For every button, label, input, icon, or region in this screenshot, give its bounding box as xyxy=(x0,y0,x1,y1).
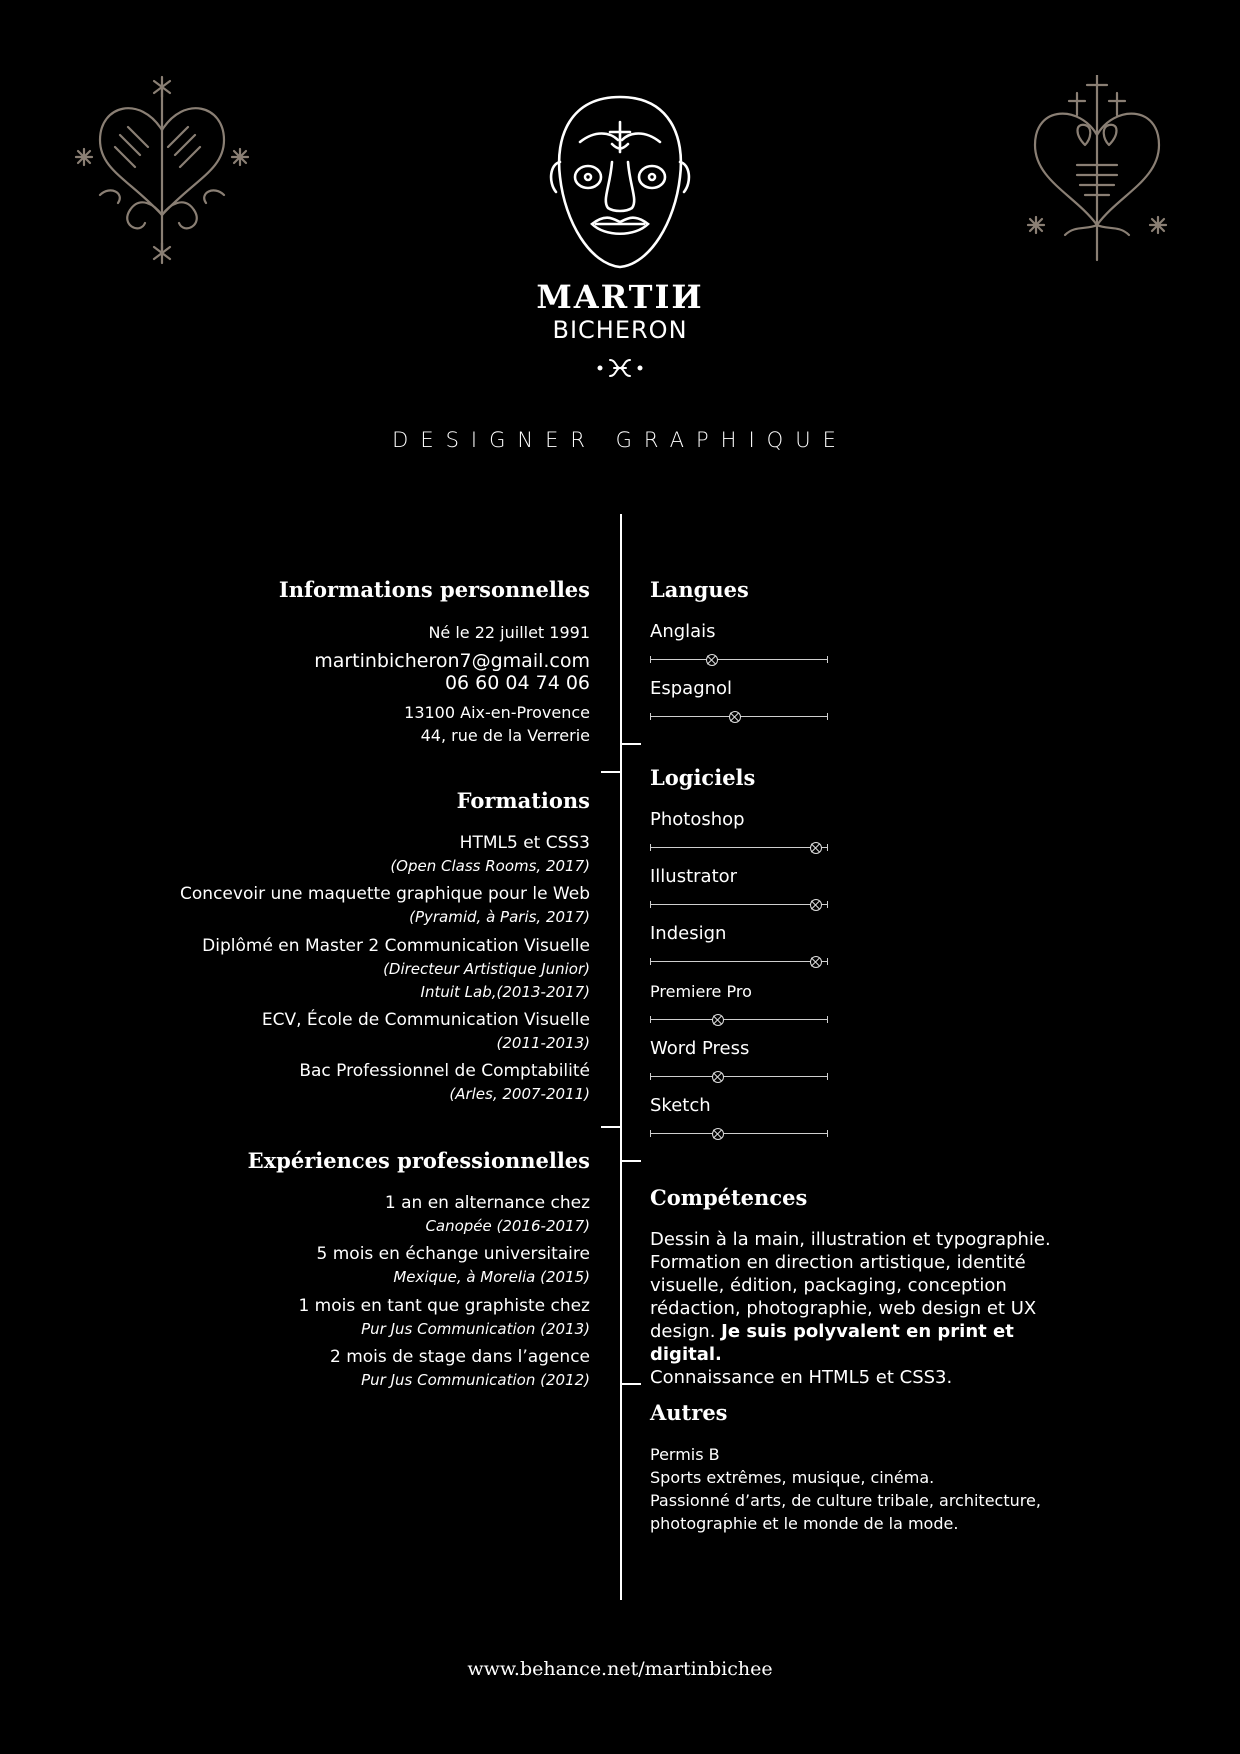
software-label: Word Press xyxy=(650,1038,750,1059)
formations-heading: Formations xyxy=(456,788,590,813)
formation-detail: (2011-2013) xyxy=(496,1034,590,1052)
first-name: MARTIИ xyxy=(536,278,704,316)
phone: 06 60 04 74 06 xyxy=(444,672,590,694)
right-heart-veve-ornament xyxy=(1025,75,1170,265)
languages-heading: Langues xyxy=(650,577,749,602)
language-label: Anglais xyxy=(650,621,716,642)
skills-highlight: Je suis polyvalent en print et digital. xyxy=(650,1321,1014,1365)
timeline-tick xyxy=(621,1160,641,1162)
formation-detail: (Pyramid, à Paris, 2017) xyxy=(409,908,590,926)
last-name: BICHERON xyxy=(552,316,688,344)
skills-line: Dessin à la main, illustration et typographie. xyxy=(650,1229,1051,1250)
software-label: Premiere Pro xyxy=(650,982,752,1001)
software-heading: Logiciels xyxy=(650,765,756,790)
monogram-glyph xyxy=(596,356,644,384)
others-heading: Autres xyxy=(650,1400,728,1425)
slider-knob xyxy=(712,1071,724,1083)
others-line: photographie et le monde de la mode. xyxy=(650,1514,959,1533)
software-level-slider xyxy=(650,1127,828,1141)
slider-knob xyxy=(810,899,822,911)
street: 44, rue de la Verrerie xyxy=(420,726,590,745)
left-heart-veve-ornament xyxy=(70,75,255,265)
skills-heading: Compétences xyxy=(650,1185,808,1210)
city: 13100 Aix-en-Provence xyxy=(404,703,590,722)
slider-knob xyxy=(712,1128,724,1140)
skills-paragraph xyxy=(650,1228,1070,1389)
formation-title: Diplômé en Master 2 Communication Visuelle xyxy=(202,936,590,956)
skills-line: Connaissance en HTML5 et CSS3. xyxy=(650,1367,953,1388)
others-line: Sports extrêmes, musique, cinéma. xyxy=(650,1468,935,1487)
slider-knob xyxy=(729,711,741,723)
software-level-slider xyxy=(650,1013,828,1027)
experiences-heading: Expériences professionnelles xyxy=(247,1148,590,1173)
experience-title: 1 an en alternance chez xyxy=(384,1193,590,1213)
language-level-slider xyxy=(650,710,828,724)
language-level-slider xyxy=(650,653,828,667)
formation-title: Bac Professionnel de Comptabilité xyxy=(299,1061,590,1081)
slider-knob xyxy=(810,956,822,968)
software-level-slider xyxy=(650,1070,828,1084)
software-label: Sketch xyxy=(650,1095,711,1116)
timeline-tick xyxy=(621,1383,641,1385)
job-title: DESIGNER GRAPHIQUE xyxy=(392,428,848,452)
others-line: Permis B xyxy=(650,1445,720,1464)
software-label: Illustrator xyxy=(650,866,738,887)
software-label: Photoshop xyxy=(650,809,745,830)
software-level-slider xyxy=(650,955,828,969)
experience-title: 5 mois en échange universitaire xyxy=(316,1244,590,1264)
skills-text: design. xyxy=(650,1321,722,1342)
birth-date: Né le 22 juillet 1991 xyxy=(428,623,590,642)
experience-title: 1 mois en tant que graphiste chez xyxy=(298,1296,590,1316)
email: martinbicheron7@gmail.com xyxy=(314,650,590,672)
timeline-tick xyxy=(601,1126,621,1128)
timeline-vertical-line xyxy=(620,514,622,1600)
formation-title: Concevoir une maquette graphique pour le Web xyxy=(180,884,590,904)
skills-line: rédaction, photographie, web design et UX xyxy=(650,1298,1037,1319)
language-label: Espagnol xyxy=(650,678,733,699)
personal-info-heading: Informations personnelles xyxy=(278,577,590,602)
formation-title: HTML5 et CSS3 xyxy=(459,833,590,853)
experience-detail: Mexique, à Morelia (2015) xyxy=(393,1268,590,1286)
formation-title: ECV, École de Communication Visuelle xyxy=(261,1010,590,1030)
skills-line xyxy=(650,1320,1070,1366)
experience-detail: Pur Jus Communication (2013) xyxy=(361,1320,590,1338)
timeline-tick xyxy=(601,771,621,773)
experience-detail: Canopée (2016-2017) xyxy=(425,1217,590,1235)
slider-knob xyxy=(706,654,718,666)
experience-title: 2 mois de stage dans l’agence xyxy=(329,1347,590,1367)
others-line: Passionné d’arts, de culture tribale, architecture, xyxy=(650,1491,1041,1510)
experience-detail: Pur Jus Communication (2012) xyxy=(361,1371,590,1389)
slider-knob xyxy=(810,842,822,854)
timeline-tick xyxy=(621,743,641,745)
others-paragraph xyxy=(650,1443,1070,1535)
skills-line: Formation en direction artistique, identité xyxy=(650,1252,1026,1273)
formation-detail: (Directeur Artistique Junior) xyxy=(383,960,590,978)
formation-detail: Intuit Lab,(2013-2017) xyxy=(420,983,590,1001)
formation-detail: (Open Class Rooms, 2017) xyxy=(390,857,590,875)
slider-knob xyxy=(712,1014,724,1026)
tribal-mask-logo xyxy=(540,92,700,272)
skills-line: visuelle, édition, packaging, conception xyxy=(650,1275,1007,1296)
software-level-slider xyxy=(650,898,828,912)
portfolio-link[interactable]: www.behance.net/martinbichee xyxy=(467,1658,773,1680)
software-level-slider xyxy=(650,841,828,855)
formation-detail: (Arles, 2007-2011) xyxy=(449,1085,590,1103)
software-label: Indesign xyxy=(650,923,727,944)
